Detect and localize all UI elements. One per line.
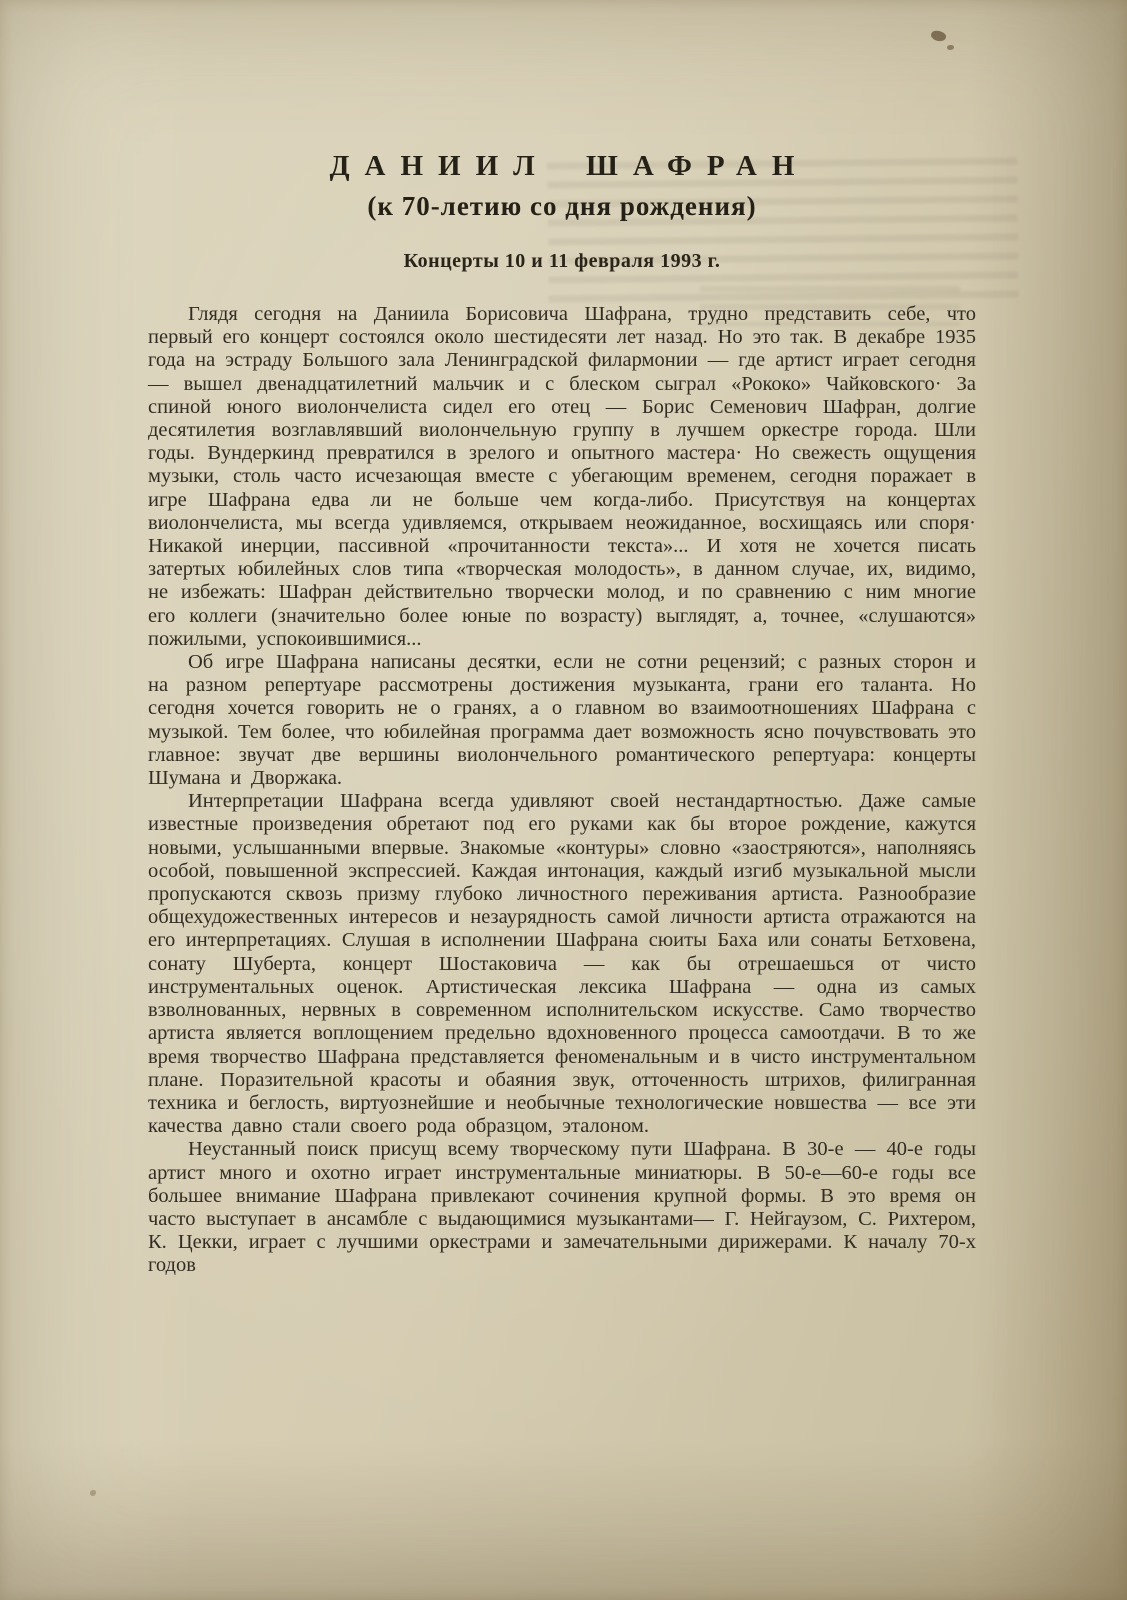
paragraph: Глядя сегодня на Даниила Борисовича Шафрана, трудно представить себе, что первый его концерт состоялся около шестидесяти лет назад. Но это так. В декабре 1935 года на эстраду Большого зала Ленинградской филармонии — где артист играет сегодня — вышел двенадцатилетний мальчик и с блеском сыграл «Рококо» Чайковского· За спиной юного виолончелиста сидел его отец — Борис Семенович Шафран, долгие десятилетия возглавлявший виолончельную группу в лучшем оркестре города. Шли годы. Вундеркинд превратился в зрелого и опытного мастера· Но свежесть ощущения музыки, столь часто исчезающая вместе с убегающим временем, сегодня поражает в игре Шафрана едва ли не больше чем когда-либо. Присутствуя на концертах виолончелиста, мы всегда удивляемся, открываем неожиданное, восхищаясь или споря· Никакой инерции, пассивной «прочитанности текста»... И хотя не хочется писать затертых юбилейных слов типа «творческая молодость», в данном случае, их, видимо, не избежать: Шафран действительно творчески молод, и по сравнению с ним многие его коллеги (значительно более юные по возрасту) выглядят, а, точнее, «слушаются» пожилыми, успокоившимися...	[148, 303, 976, 650]
paragraph: Интерпретации Шафрана всегда удивляют своей нестандартностью. Даже самые известные произведения обретают под его руками как бы второе рождение, кажутся новыми, услышанными впервые. Знакомые «контуры» словно «заостряются», наполняясь особой, повышенной экспрессией. Каждая интонация, каждый изгиб музыкальной мысли пропускаются сквозь призму глубоко личностного переживания артиста. Разнообразие общехудожественных интересов и незаурядность самой личности артиста отражаются на его интерпретациях. Слушая в исполнении Шафрана сюиты Баха или сонаты Бетховена, сонату Шуберта, концерт Шостаковича — как бы отрешаешься от чисто инструментальных оценок. Артистическая лексика Шафрана — одна из самых взволнованных, нервных в современном исполнительском искусстве. Само творчество артиста является воплощением предельно вдохновенного процесса самоотдачи. В то же время творчество Шафрана представляется феноменальным и в чисто инструментальном плане. Поразительной красоты и обаяния звук, отточенность штрихов, филигранная техника и беглость, виртуознейшие и необычные технологические новшества — все эти качества давно стали своего рода образцом, эталоном.	[148, 790, 976, 1138]
paragraph: Об игре Шафрана написаны десятки, если не сотни рецензий; с разных сторон и на разном репертуаре рассмотрены достижения музыканта, грани его таланта. Но сегодня хочется говорить не о гранях, а о главном во взаимоотношениях Шафрана с музыкой. Тем более, что юбилейная программа дает возможность ясно почувствовать это главное: звучат две вершины виолончельного романтического репертуара: концерты Шумана и Дворжака.	[148, 651, 976, 790]
paper-speck	[930, 29, 947, 43]
paragraph: Неустанный поиск присущ всему творческому пути Шафрана. В 30-е — 40-е годы артист много и охотно играет инструментальные миниатюры. В 50-е—60-е годы все большее внимание Шафрана привлекают сочинения крупной формы. В это время он часто выступает в ансамбле с выдающимися музыкантами— Г. Нейгаузом, С. Рихтером, К. Цекки, играет с лучшими оркестрами и замечательными дирижерами. К началу 70-х годов	[148, 1138, 976, 1277]
paper-speck	[947, 45, 954, 50]
page-content	[148, 150, 976, 1278]
concert-dates: Концерты 10 и 11 февраля 1993 г.	[403, 250, 721, 272]
page-title: ДАНИИЛ ШАФРАН	[329, 150, 810, 182]
paper-speck	[90, 1490, 96, 1496]
page-subtitle: (к 70-летию со дня рождения)	[367, 191, 757, 221]
article-body	[148, 303, 976, 1278]
